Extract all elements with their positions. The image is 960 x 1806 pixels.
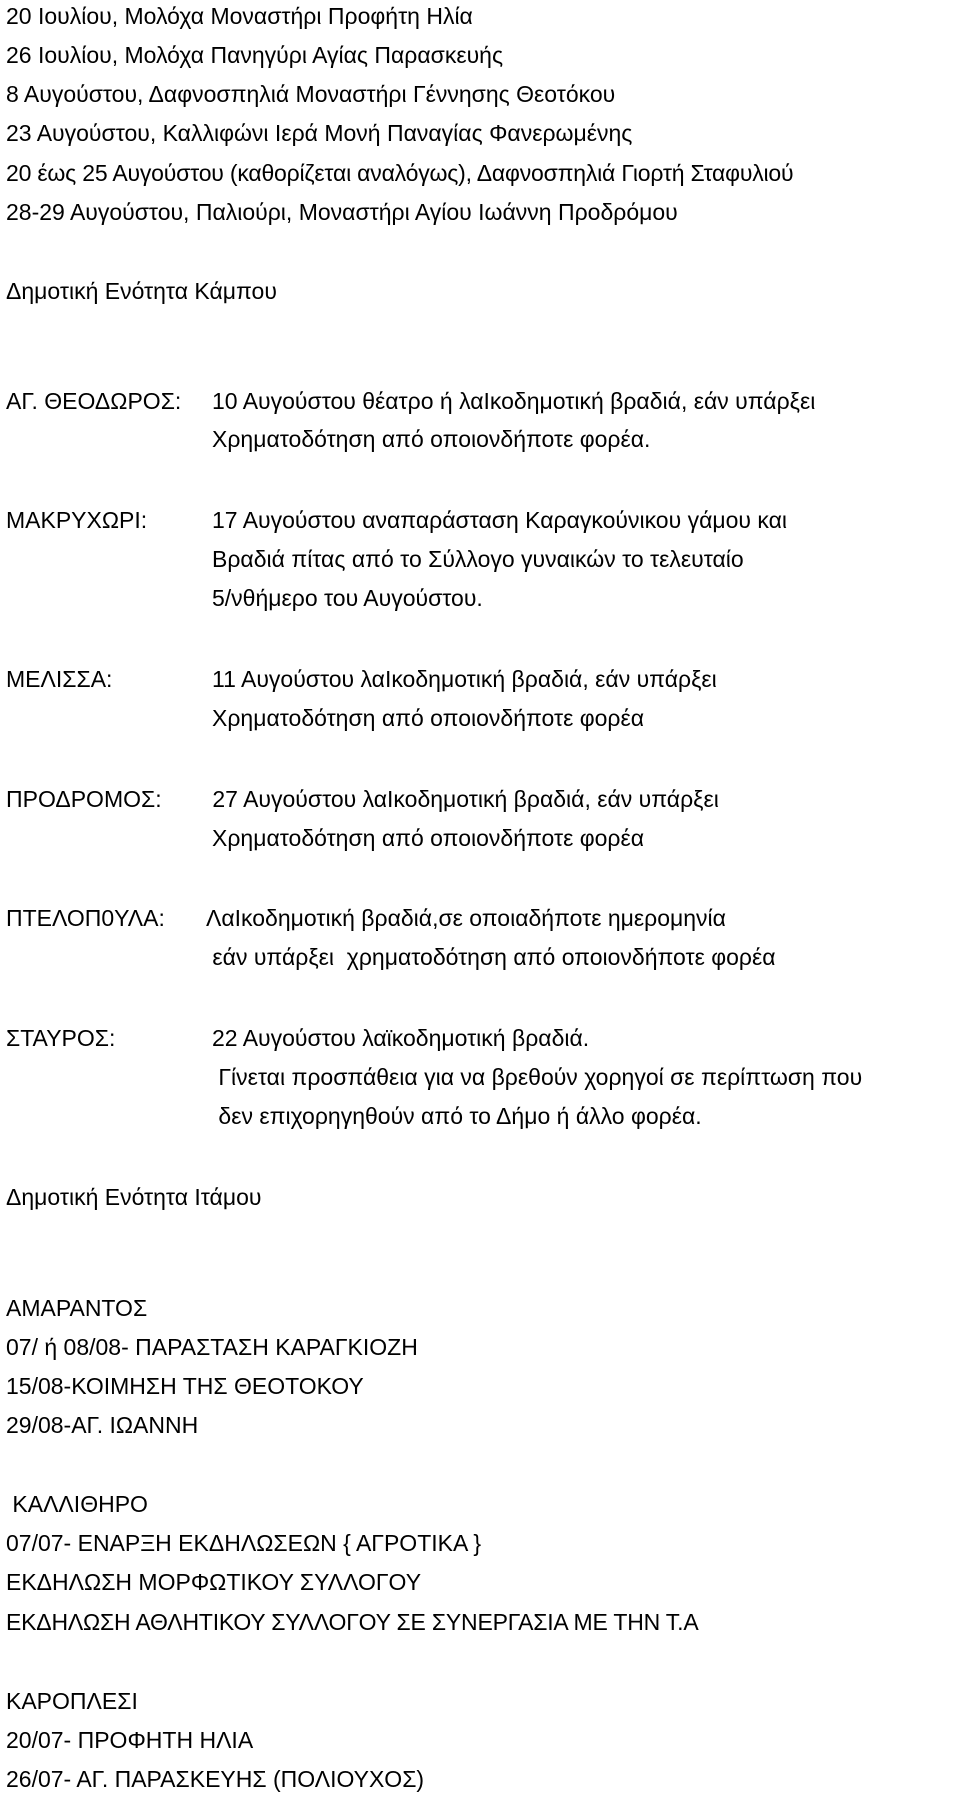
event-description: 27 Αυγούστου λαΙκοδημοτική βραδιά, εάν υπάρξει	[206, 786, 719, 812]
event-line: ΕΚΔΗΛΩΣΗ ΜΟΡΦΩΤΙΚΟΥ ΣΥΛΛΟΓΟΥ	[6, 1569, 422, 1595]
village-label: ΜΕΛΙΣΣΑ:	[6, 666, 113, 692]
intro-line: 20 Ιουλίου, Μολόχα Μοναστήρι Προφήτη Ηλία	[6, 3, 473, 29]
event-description: Γίνεται προσπάθεια για να βρεθούν χορηγοί σε περίπτωση που	[212, 1064, 863, 1090]
event-description: ΛαΙκοδημοτική βραδιά,σε οποιαδήποτε ημερομηνία	[206, 905, 726, 931]
event-description: Χρηματοδότηση από οποιονδήποτε φορέα	[212, 825, 645, 851]
section-heading-itamou: Δημοτική Ενότητα Ιτάμου	[6, 1184, 262, 1210]
event-line: 29/08-ΑΓ. ΙΩΑΝΝΗ	[6, 1412, 199, 1438]
event-description: Χρηματοδότηση από οποιονδήποτε φορέα	[212, 705, 645, 731]
event-description: 10 Αυγούστου θέατρο ή λαΙκοδημοτική βραδιά, εάν υπάρξει	[212, 388, 816, 414]
event-description: δεν επιχορηγηθούν από το Δήμο ή άλλο φορέα.	[212, 1103, 702, 1129]
event-description: 11 Αυγούστου λαΙκοδημοτική βραδιά, εάν υπάρξει	[212, 666, 717, 692]
event-description: 5/νθήμερο του Αυγούστου.	[212, 585, 483, 611]
intro-line: 8 Αυγούστου, Δαφνοσπηλιά Μοναστήρι Γέννησης Θεοτόκου	[6, 81, 616, 107]
village-label: ΠΡΟΔΡΟΜΟΣ:	[6, 786, 162, 812]
event-description: Βραδιά πίτας από το Σύλλογο γυναικών το τελευταίο	[212, 546, 744, 572]
event-line: ΕΚΔΗΛΩΣΗ ΑΘΛΗΤΙΚΟΥ ΣΥΛΛΟΓΟΥ ΣΕ ΣΥΝΕΡΓΑΣΙΑ ΜΕ ΤΗΝ Τ.Α	[6, 1609, 699, 1635]
event-description: 22 Αυγούστου λαϊκοδημοτική βραδιά.	[212, 1025, 590, 1051]
intro-line: 20 έως 25 Αυγούστου (καθορίζεται αναλόγως), Δαφνοσπηλιά Γιορτή Σταφυλιού	[6, 160, 794, 186]
intro-line: 28-29 Αυγούστου, Παλιούρι, Μοναστήρι Αγίου Ιωάννη Προδρόμου	[6, 199, 678, 225]
event-description: 17 Αυγούστου αναπαράσταση Καραγκούνικου γάμου και	[212, 507, 787, 533]
event-line: 15/08-ΚΟΙΜΗΣΗ ΤΗΣ ΘΕΟΤΟΚΟΥ	[6, 1373, 364, 1399]
village-title: ΚΑΡΟΠΛΕΣΙ	[6, 1688, 138, 1714]
section-heading-kampou: Δημοτική Ενότητα Κάμπου	[6, 278, 277, 304]
event-line: 07/ ή 08/08- ΠΑΡΑΣΤΑΣΗ ΚΑΡΑΓΚΙΟΖΗ	[6, 1334, 418, 1360]
village-title: ΑΜΑΡΑΝΤΟΣ	[6, 1295, 148, 1321]
intro-line: 26 Ιουλίου, Μολόχα Πανηγύρι Αγίας Παρασκευής	[6, 42, 504, 68]
event-line: 20/07- ΠΡΟΦΗΤΗ ΗΛΙΑ	[6, 1727, 254, 1753]
village-label: ΑΓ. ΘΕΟΔΩΡΟΣ:	[6, 388, 182, 414]
event-line: 26/07- ΑΓ. ΠΑΡΑΣΚΕΥΗΣ (ΠΟΛΙΟΥΧΟΣ)	[6, 1766, 425, 1792]
village-label: ΣΤΑΥΡΟΣ:	[6, 1025, 116, 1051]
village-label: ΜΑΚΡΥΧΩΡΙ:	[6, 507, 148, 533]
intro-line: 23 Αυγούστου, Καλλιφώνι Ιερά Μονή Παναγίας Φανερωμένης	[6, 120, 633, 146]
event-description: εάν υπάρξει χρηματοδότηση από οποιονδήποτε φορέα	[206, 944, 776, 970]
village-title: ΚΑΛΛΙΘΗΡΟ	[6, 1491, 148, 1517]
event-description: Χρηματοδότηση από οποιονδήποτε φορέα.	[212, 426, 651, 452]
village-label: ΠΤΕΛΟΠ0ΥΛΑ:	[6, 905, 165, 931]
event-line: 07/07- ΕΝΑΡΞΗ ΕΚΔΗΛΩΣΕΩΝ { ΑΓΡΟΤΙΚΑ }	[6, 1530, 482, 1556]
